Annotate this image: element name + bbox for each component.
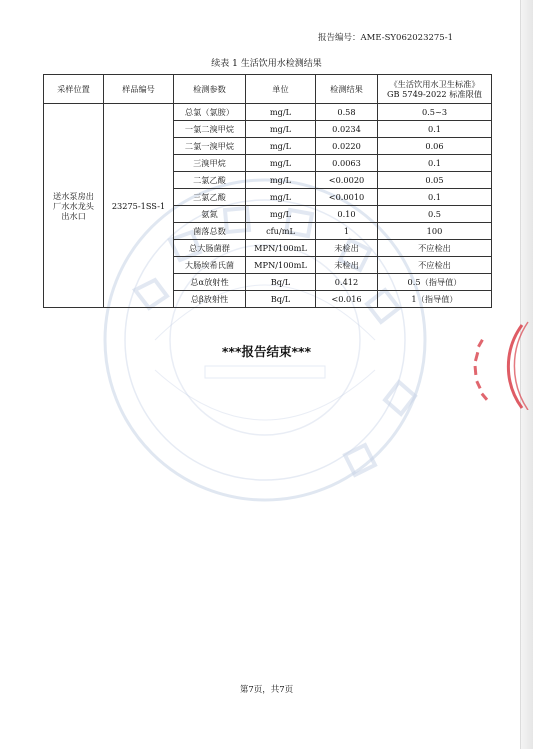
parameter-cell: 菌落总数 <box>174 223 246 240</box>
limit-cell: 100 <box>378 223 492 240</box>
result-cell: 0.412 <box>316 274 378 291</box>
result-cell: 0.0220 <box>316 138 378 155</box>
result-cell: 0.58 <box>316 104 378 121</box>
header-sampling-location: 采样位置 <box>44 75 104 104</box>
unit-cell: Bq/L <box>246 274 316 291</box>
report-number: 报告编号：AME-SY062023275-1 <box>318 33 453 43</box>
limit-cell: 0.05 <box>378 172 492 189</box>
sampling-location-cell: 送水泵房出厂水水龙头出水口 <box>44 104 104 308</box>
page-edge <box>520 0 533 749</box>
table-row <box>44 104 492 121</box>
limit-cell: 0.5（指导值） <box>378 274 492 291</box>
unit-cell: mg/L <box>246 206 316 223</box>
unit-cell: mg/L <box>246 189 316 206</box>
parameter-cell: 二氯一溴甲烷 <box>174 138 246 155</box>
unit-cell: mg/L <box>246 138 316 155</box>
report-end-text: ***报告结束*** <box>221 344 312 359</box>
parameter-cell: 氨氮 <box>174 206 246 223</box>
result-cell: 未检出 <box>316 257 378 274</box>
parameter-cell: 总α放射性 <box>174 274 246 291</box>
limit-cell: 不应检出 <box>378 257 492 274</box>
result-cell: 0.10 <box>316 206 378 223</box>
header-standard-limit-line2: GB 5749-2022 标准限值 <box>387 89 482 99</box>
parameter-cell: 总β放射性 <box>174 291 246 308</box>
limit-cell: 0.1 <box>378 189 492 206</box>
header-unit: 单位 <box>246 75 316 104</box>
result-cell: <0.016 <box>316 291 378 308</box>
parameter-cell: 总大肠菌群 <box>174 240 246 257</box>
results-table <box>43 74 492 308</box>
parameter-cell: 一氯二溴甲烷 <box>174 121 246 138</box>
limit-cell: 0.1 <box>378 121 492 138</box>
unit-cell: cfu/mL <box>246 223 316 240</box>
header-standard-limit <box>378 75 492 104</box>
unit-cell: MPN/100mL <box>246 240 316 257</box>
result-cell: 0.0234 <box>316 121 378 138</box>
header-result: 检测结果 <box>316 75 378 104</box>
unit-cell: mg/L <box>246 121 316 138</box>
limit-cell: 0.5 <box>378 206 492 223</box>
limit-cell: 0.1 <box>378 155 492 172</box>
limit-cell: 0.06 <box>378 138 492 155</box>
parameter-cell: 大肠埃希氏菌 <box>174 257 246 274</box>
unit-cell: MPN/100mL <box>246 257 316 274</box>
limit-cell: 0.5~3 <box>378 104 492 121</box>
header-sample-id: 样品编号 <box>104 75 174 104</box>
header-parameter: 检测参数 <box>174 75 246 104</box>
page-number: 第7页，共7页 <box>239 685 294 695</box>
table-title: 续表 1 生活饮用水检测结果 <box>211 59 322 69</box>
unit-cell: Bq/L <box>246 291 316 308</box>
result-cell: <0.0010 <box>316 189 378 206</box>
limit-cell: 不应检出 <box>378 240 492 257</box>
sample-id-cell: 23275-1SS-1 <box>104 104 174 308</box>
parameter-cell: 二氯乙酸 <box>174 172 246 189</box>
result-cell: 1 <box>316 223 378 240</box>
limit-cell: 1（指导值） <box>378 291 492 308</box>
parameter-cell: 总氯（氯胺） <box>174 104 246 121</box>
result-cell: 未检出 <box>316 240 378 257</box>
table-header-row <box>44 75 492 104</box>
result-cell: 0.0063 <box>316 155 378 172</box>
parameter-cell: 三氯乙酸 <box>174 189 246 206</box>
result-cell: <0.0020 <box>316 172 378 189</box>
unit-cell: mg/L <box>246 155 316 172</box>
unit-cell: mg/L <box>246 104 316 121</box>
unit-cell: mg/L <box>246 172 316 189</box>
header-standard-limit-line1: 《生活饮用水卫生标准》 <box>389 79 480 89</box>
parameter-cell: 三溴甲烷 <box>174 155 246 172</box>
